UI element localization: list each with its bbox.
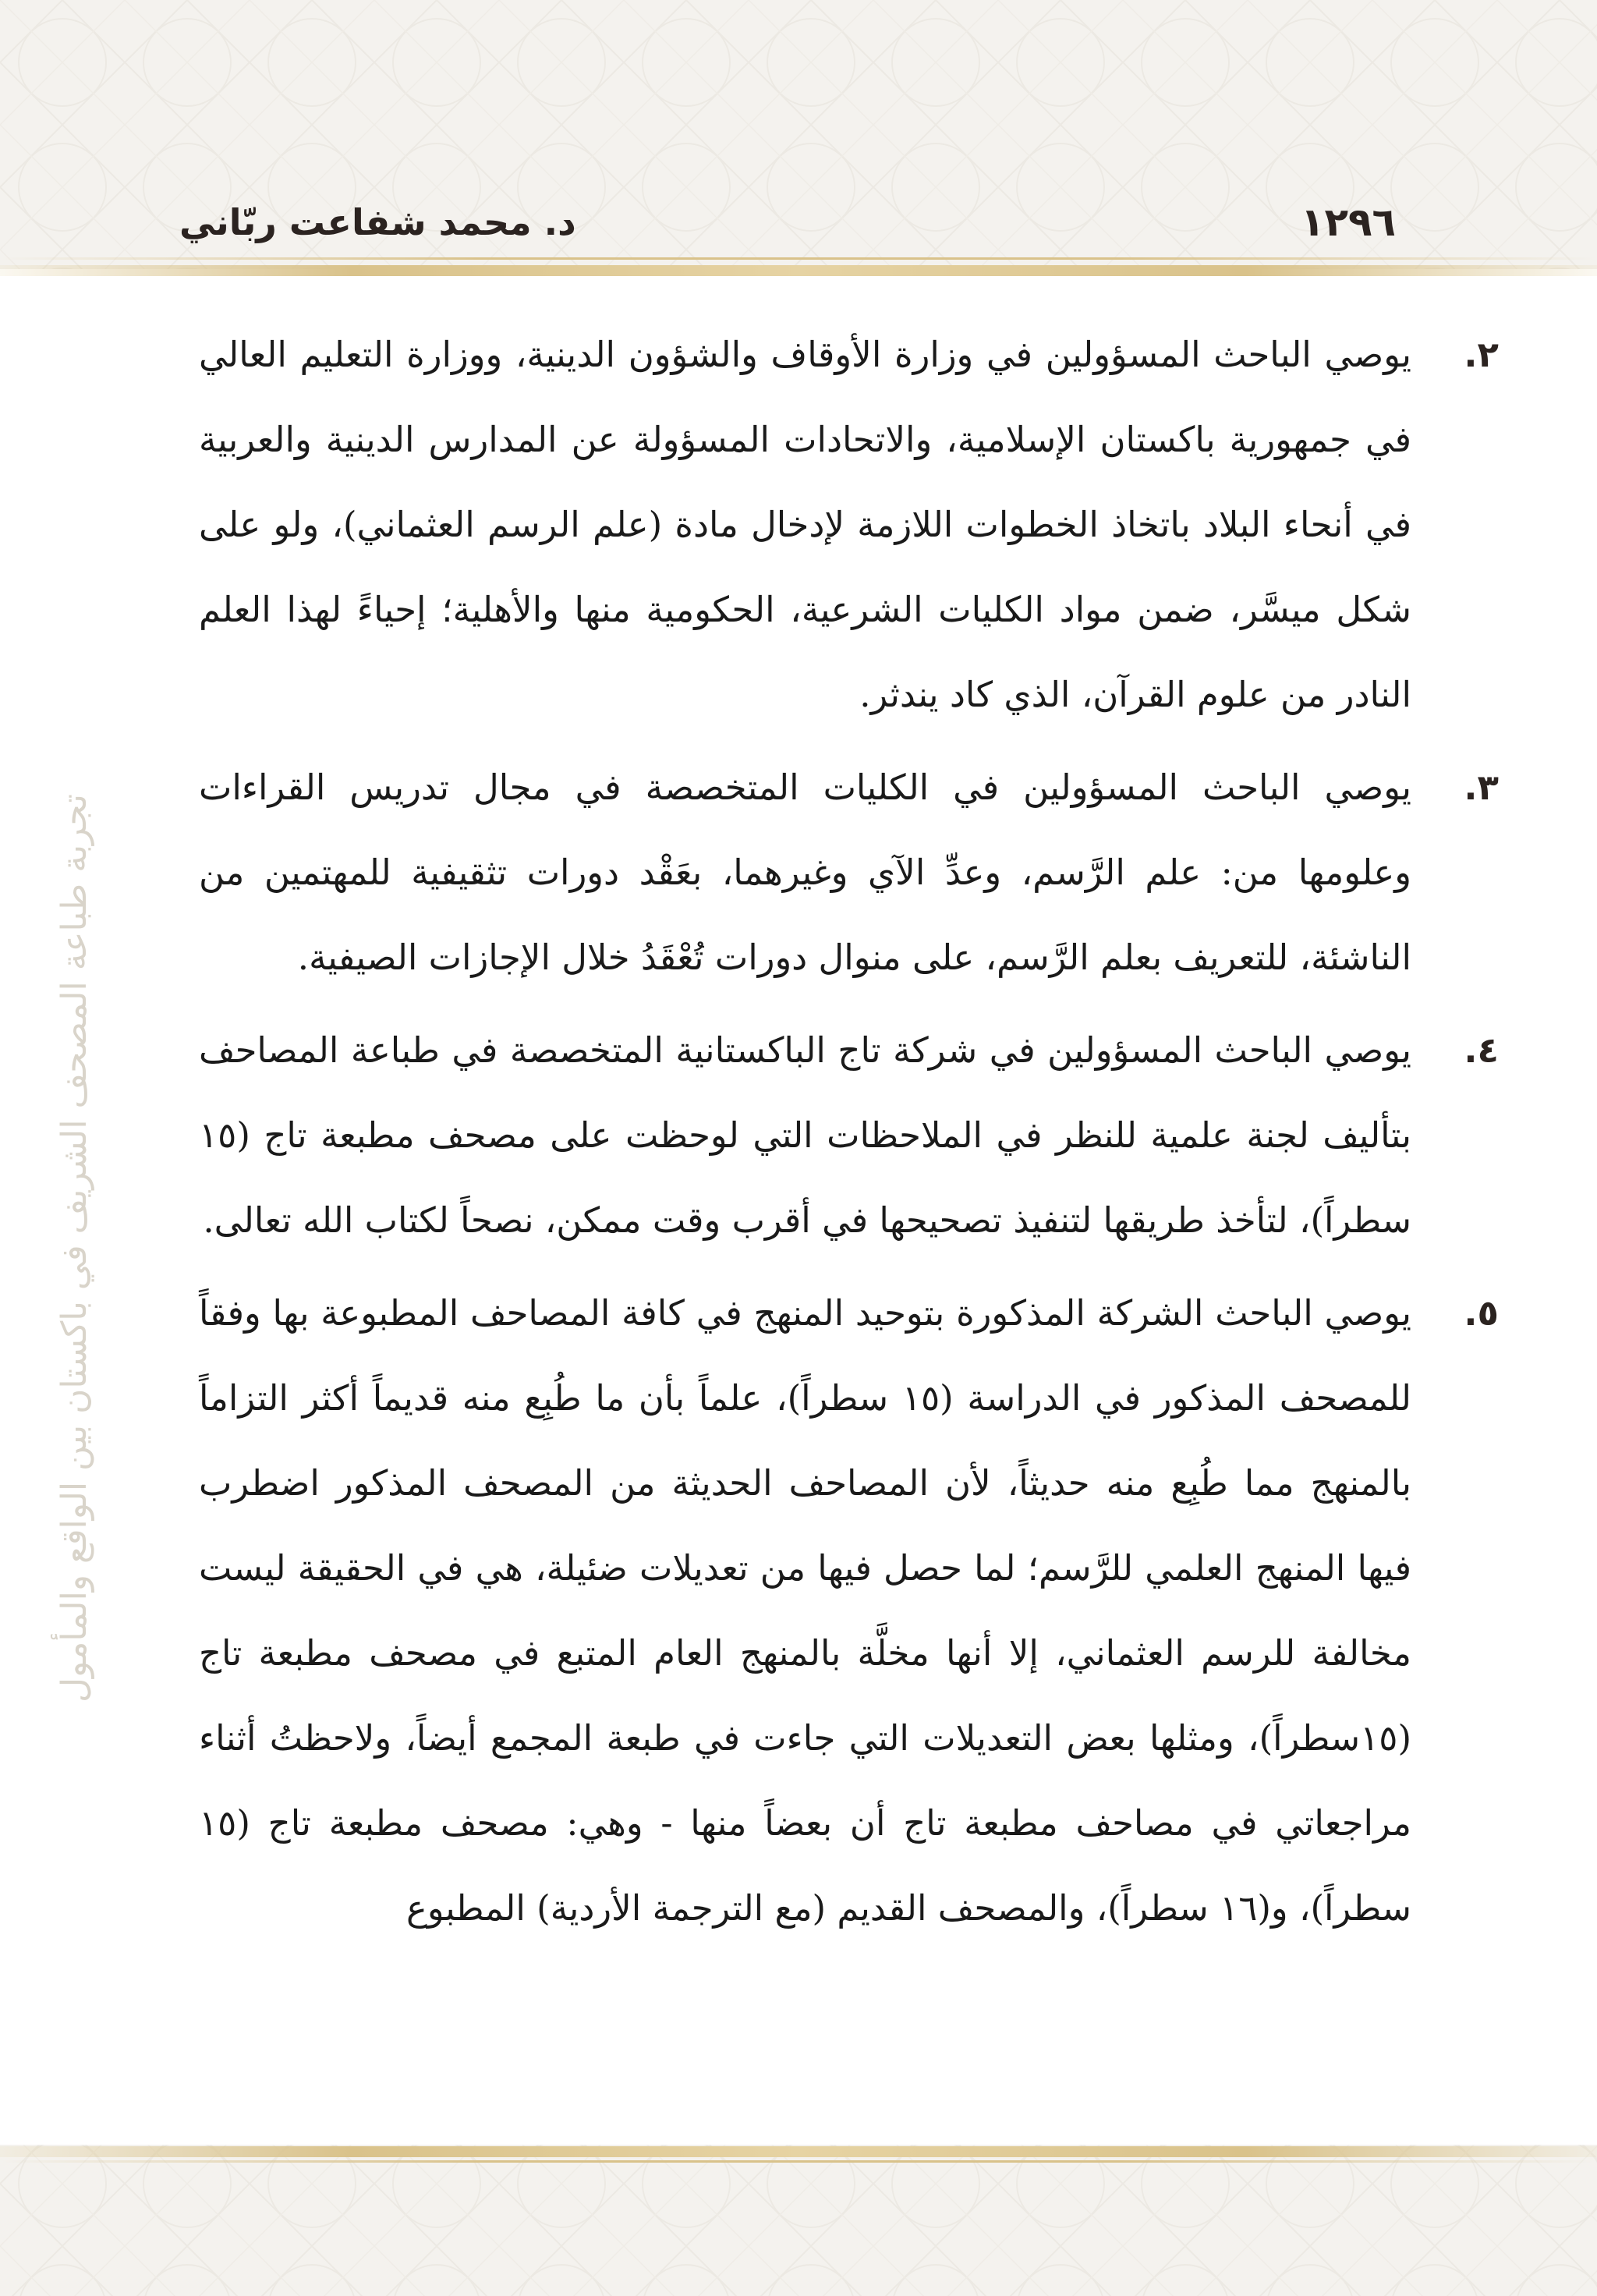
list-item-text: يوصي الباحث المسؤولين في وزارة الأوقاف والشؤون الدينية، ووزارة التعليم العالي في جمهورية باكستان الإسلامية، والاتحادات المسؤولة عن المدارس الدينية والعربية في أنحاء البلاد باتخاذ الخطوات اللازمة لإدخال مادة (علم الرسم العثماني)، ولو على شكل ميسَّر، ضمن مواد الكليات الشرعية، الحكومية منها والأهلية؛ إحياءً لهذا العلم النادر من علوم القرآن، الذي كاد يندثر. [199,334,1411,715]
side-title-text: تجربة طباعة المصحف الشريف في باكستان بين الواقع والمأمول [54,793,94,1703]
footer-gold-band [0,2146,1597,2157]
header-gold-band [0,265,1597,276]
recommendations-list [199,312,1499,1951]
header-divider-thin [0,257,1597,260]
list-item-number: ٣. [1464,767,1499,808]
list-item-number: ٢. [1464,334,1499,375]
list-item [199,1270,1499,1951]
list-item-text: يوصي الباحث المسؤولين في الكليات المتخصصة في مجال تدريس القراءات وعلومها من: علم الرَّسم، وعدِّ الآي وغيرهما، بعَقْد دورات تثقيفية للمهتمين من الناشئة، للتعريف بعلم الرَّسم، على منوال دورات تُعْقَدُ خلال الإجازات الصيفية. [199,767,1411,978]
list-item-number: ٥. [1464,1292,1499,1334]
side-running-title [16,793,133,1703]
list-item [199,312,1499,737]
list-item [199,1008,1499,1263]
list-item [199,745,1499,1000]
author-name: د. محمد شفاعت ربّاني [179,201,576,243]
page-header [179,191,1396,253]
list-item-number: ٤. [1464,1029,1499,1071]
footer-divider-thin [0,2160,1597,2163]
list-item-text: يوصي الباحث الشركة المذكورة بتوحيد المنهج في كافة المصاحف المطبوعة بها وفقاً للمصحف المذكور في الدراسة (١٥ سطراً)، علماً بأن ما طُبِع منه قديماً أكثر التزاماً بالمنهج مما طُبِع منه حديثاً، لأن المصاحف الحديثة من المصحف المذكور اضطرب فيها المنهج العلمي للرَّسم؛ لما حصل فيها من تعديلات ضئيلة، هي في الحقيقة ليست مخالفة للرسم العثماني، إلا أنها مخلَّة بالمنهج العام المتبع في مصحف مطبعة تاج (١٥سطراً)، ومثلها بعض التعديلات التي جاءت في طبعة المجمع أيضاً، ولاحظتُ أثناء مراجعاتي في مصاحف مطبعة تاج أن بعضاً منها - وهي: مصحف مطبعة تاج (١٥ سطراً)، و(١٦ سطراً)، والمصحف القديم (مع الترجمة الأردية) المطبوع [199,1292,1411,1929]
list-item-text: يوصي الباحث المسؤولين في شركة تاج الباكستانية المتخصصة في طباعة المصاحف بتأليف لجنة علمية للنظر في الملاحظات التي لوحظت على مصحف مطبعة تاج (١٥ سطراً)، لتأخذ طريقها لتنفيذ تصحيحها في أقرب وقت ممكن، نصحاً لكتاب الله تعالى. [199,1029,1411,1241]
page-number: ١٢٩٦ [1300,200,1396,245]
